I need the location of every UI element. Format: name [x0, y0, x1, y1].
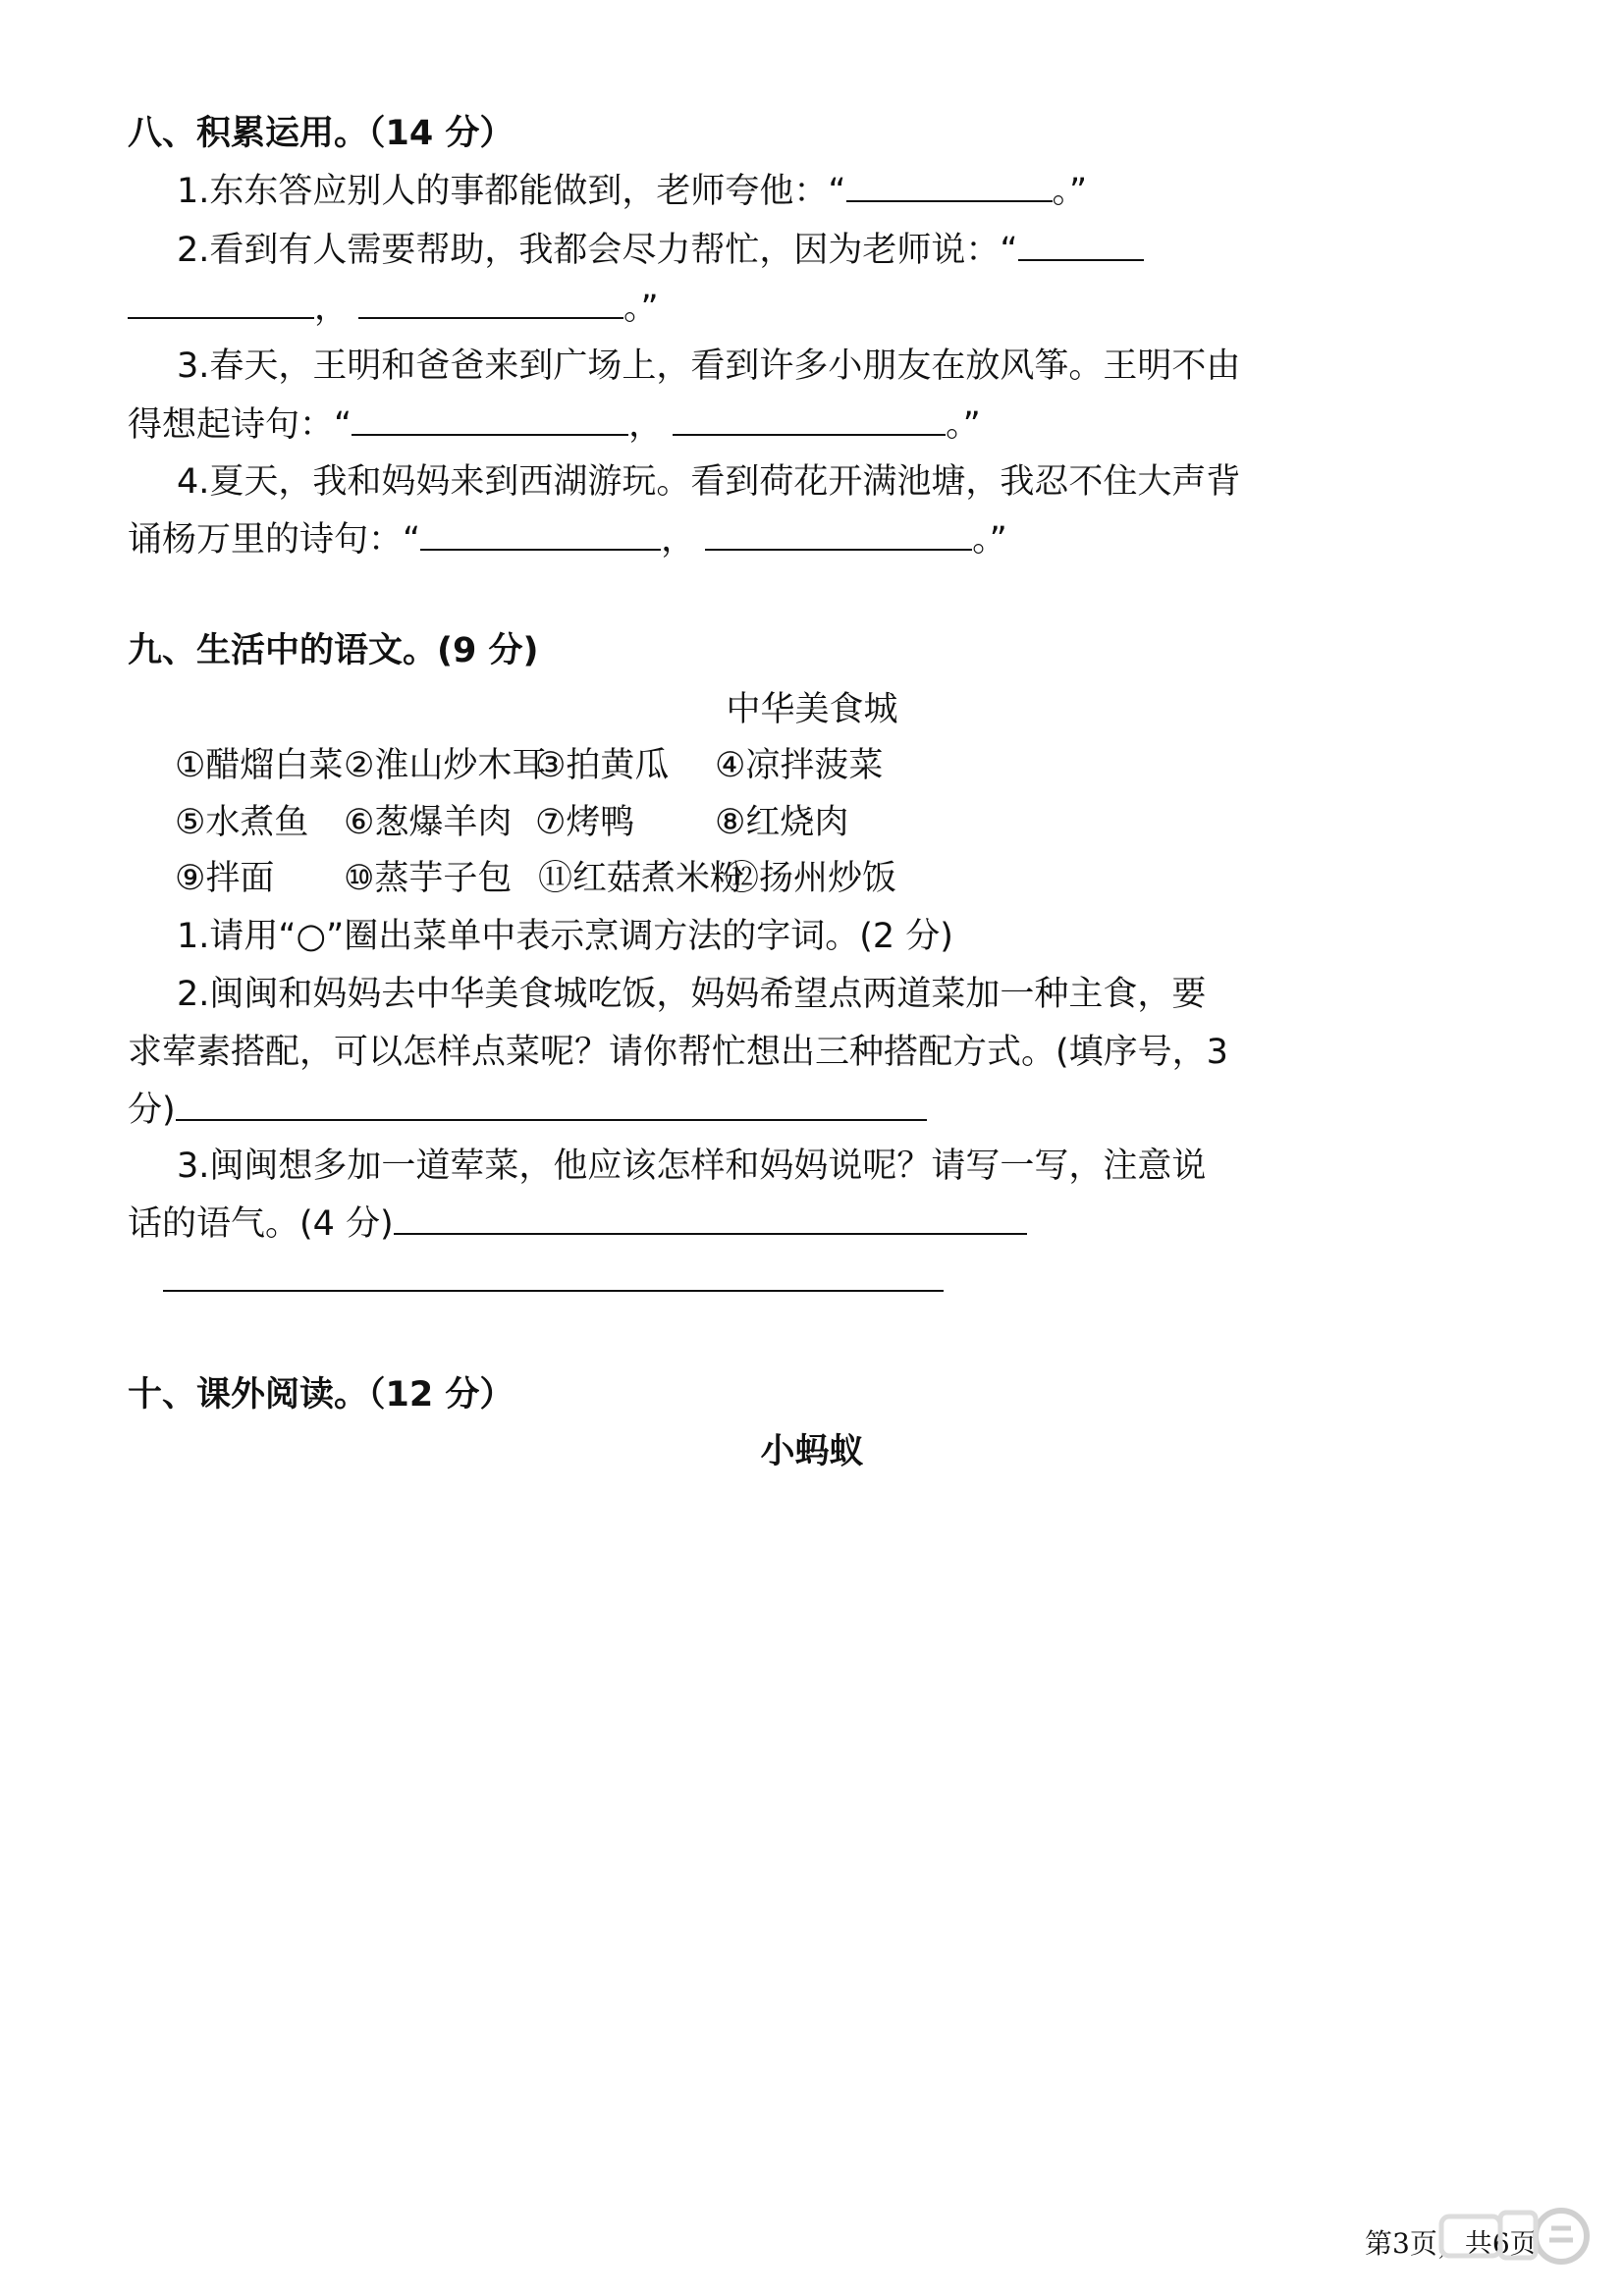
menu-item: ⑥葱爆羊肉 — [344, 803, 513, 842]
question-9-3-cont — [128, 1201, 1027, 1247]
comma: ， — [314, 289, 350, 328]
menu-item: ⑧红烧肉 — [715, 803, 849, 842]
answer-blank[interactable] — [394, 1203, 1027, 1235]
question-8-3-cont — [128, 402, 981, 448]
story-title: 小蚂蚁 — [760, 1432, 864, 1471]
answer-blank[interactable] — [352, 404, 628, 436]
answer-line — [163, 1258, 944, 1304]
question-8-1-end: 。” — [1052, 172, 1088, 211]
menu-item: ④凉拌菠菜 — [715, 746, 884, 785]
page-number: 第3页，共6页 — [1365, 2227, 1538, 2260]
answer-blank[interactable] — [705, 519, 972, 551]
question-8-2-cont — [128, 286, 659, 331]
answer-blank[interactable] — [420, 519, 661, 551]
menu-item: ⑪红菇煮米粉 — [538, 859, 745, 898]
question-8-4-line2: 诵杨万里的诗句：“ — [128, 520, 421, 560]
question-9-2: 2.闽闽和妈妈去中华美食城吃饭，妈妈希望点两道菜加一种主食，要 — [177, 975, 1207, 1014]
question-8-4-cont — [128, 517, 1007, 562]
question-9-3-line2: 话的语气。(4 分) — [128, 1204, 394, 1244]
section-10-title: 十、课外阅读。（12 分） — [128, 1375, 514, 1415]
question-8-2 — [177, 228, 1144, 273]
question-8-3-line2: 得想起诗句：“ — [128, 405, 352, 445]
question-8-4: 4.夏天，我和妈妈来到西湖游玩。看到荷花开满池塘，我忍不住大声背 — [177, 462, 1241, 502]
question-9-3: 3.闽闽想多加一道荤菜，他应该怎样和妈妈说呢？请写一写，注意说 — [177, 1147, 1207, 1186]
menu-item: ⑤水煮鱼 — [175, 803, 309, 842]
question-8-1-text: 1.东东答应别人的事都能做到，老师夸他：“ — [177, 172, 846, 211]
comma: ， — [628, 405, 664, 445]
menu-item: ⑨拌面 — [175, 859, 275, 898]
menu-item: ⑫扬州炒饭 — [725, 859, 897, 898]
menu-item: ⑩蒸芋子包 — [344, 859, 513, 898]
answer-blank[interactable] — [358, 288, 623, 319]
menu-item: ②淮山炒木耳 — [344, 746, 547, 785]
question-9-1: 1.请用“○”圈出菜单中表示烹调方法的字词。(2 分) — [177, 917, 953, 956]
comma: ， — [661, 520, 696, 560]
answer-blank[interactable] — [846, 171, 1053, 202]
answer-blank[interactable] — [673, 404, 946, 436]
question-8-2-end: 。” — [623, 289, 659, 328]
question-8-2-text: 2.看到有人需要帮助，我都会尽力帮忙，因为老师说：“ — [177, 231, 1018, 270]
question-8-4-end: 。” — [972, 520, 1007, 560]
question-8-1 — [177, 169, 1087, 214]
menu-title: 中华美食城 — [726, 690, 898, 729]
question-9-2-cont: 求荤素搭配，可以怎样点菜呢？请你帮忙想出三种搭配方式。(填序号，3 — [128, 1033, 1228, 1072]
section-9-title: 九、生活中的语文。(9 分) — [128, 631, 539, 670]
menu-item: ⑦烤鸭 — [535, 803, 635, 842]
menu-item: ③拍黄瓜 — [535, 746, 670, 785]
question-8-3-end: 。” — [946, 405, 981, 445]
answer-blank[interactable] — [163, 1260, 944, 1292]
answer-blank[interactable] — [176, 1090, 927, 1121]
watermark-logo — [1434, 2199, 1600, 2282]
answer-blank[interactable] — [1018, 230, 1144, 261]
question-9-2-line3: 分) — [128, 1091, 176, 1130]
question-8-3: 3.春天，王明和爸爸来到广场上，看到许多小朋友在放风筝。王明不由 — [177, 347, 1241, 386]
section-8-title: 八、积累运用。（14 分） — [128, 114, 514, 153]
answer-blank[interactable] — [128, 288, 314, 319]
question-9-2-answer — [128, 1088, 927, 1133]
menu-item: ①醋熘白菜 — [175, 746, 344, 785]
